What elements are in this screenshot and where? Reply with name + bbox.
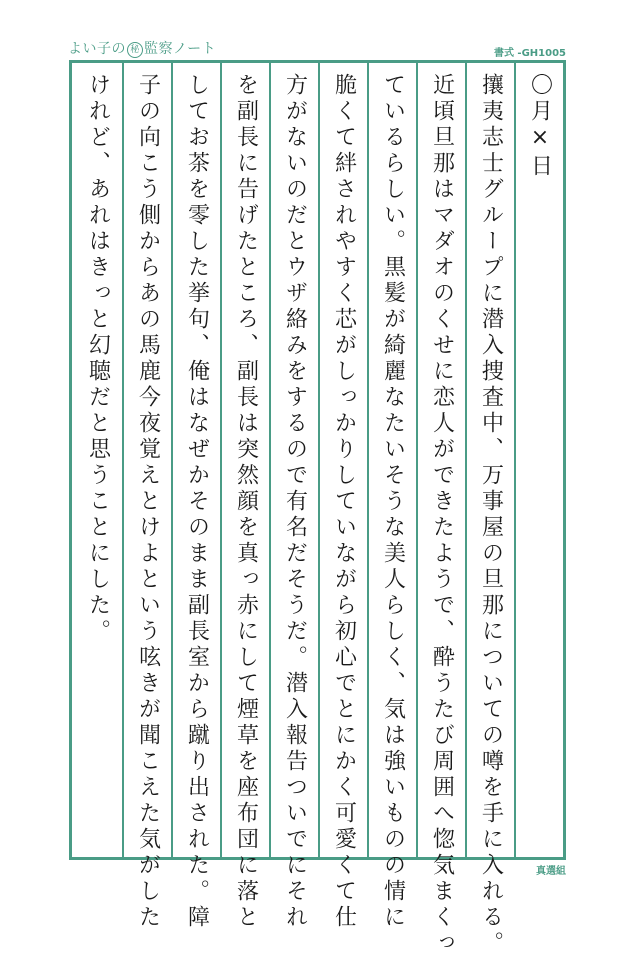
line-text: 子の向こう側からあの馬鹿今夜覚えとけよという呟きが聞こえた気がした [135,73,161,931]
line-text: 近頃旦那はマダオのくせに恋人ができたようで、酔うたび周囲へ惚気まくっ [429,73,455,957]
line-text: してお茶を零した挙句、俺はなぜかそのまま副長室から蹴り出された。障 [184,73,210,931]
ruled-column [416,63,465,957]
line-text: 攘夷志士グループに潜入捜査中、万事屋の旦那についての噂を手に入れる。 [478,73,504,957]
ruled-column [220,63,269,931]
ruled-column [367,63,416,931]
ruled-column [269,63,318,931]
line-text: けれど、あれはきっと幻聴だと思うことにした。 [85,73,111,645]
line-text: 方がないのだとウザ絡みをするので有名だそうだ。潜入報告ついでにそれ [282,73,308,931]
footer-label: 真選組 [536,866,566,877]
ruled-column [171,63,220,931]
ruled-column [465,63,514,957]
line-text: を副長に告げたところ、副長は突然顔を真っ赤にして煙草を座布団に落と [233,73,259,931]
notebook-title-suffix: 監察ノート [144,41,217,57]
line-text: 〇月×日 [527,73,553,180]
circled-secret-mark: 秘 [127,42,143,58]
line-text: 脆くて絆されやすく芯がしっかりしていながら初心でとにかく可愛くて仕 [331,73,357,931]
ruled-column [122,63,171,931]
ruled-column [514,63,563,857]
notebook-title-prefix: よい子の [68,41,126,57]
notebook-title [68,38,216,58]
line-text: ているらしい。黒髪が綺麗なたいそうな美人らしく、気は強いものの情に [380,73,406,931]
ruled-column [73,63,122,857]
ruled-column [318,63,367,931]
form-code: 書式 -GH1005 [493,48,566,59]
